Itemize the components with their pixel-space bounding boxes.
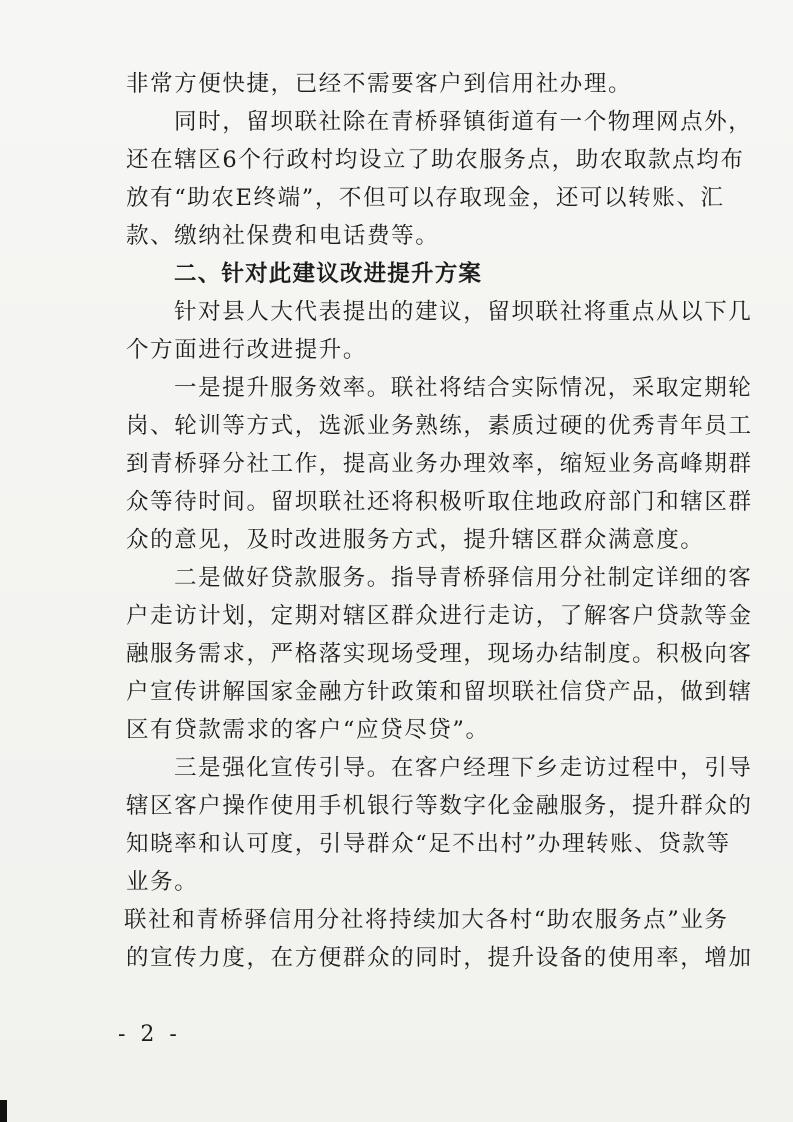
- body-text-line: 针对县人大代表提出的建议，留坝联社将重点从以下几: [174, 299, 753, 325]
- body-text-line: 融服务需求，严格落实现场受理，现场办结制度。积极向客: [126, 641, 753, 667]
- body-text-line: 三是强化宣传引导。在客户经理下乡走访过程中，引导: [174, 755, 753, 781]
- scan-edge-mark: [0, 1100, 7, 1122]
- body-text-line: 户走访计划，定期对辖区群众进行走访，了解客户贷款等金: [126, 603, 753, 629]
- body-text-line: 个方面进行改进提升。: [126, 337, 368, 363]
- body-text-line: 放有“助农E终端”，不但可以存取现金，还可以转账、汇: [126, 185, 725, 211]
- body-text-line: 众的意见，及时改进服务方式，提升辖区群众满意度。: [126, 527, 705, 553]
- page-number: - 2 -: [118, 1022, 181, 1047]
- body-text-line: 的宣传力度，在方便群众的同时，提升设备的使用率，增加: [126, 945, 753, 971]
- body-text-line: 知晓率和认可度，引导群众“足不出村”办理转账、贷款等: [126, 831, 731, 857]
- body-text-line: 款、缴纳社保费和电话费等。: [126, 223, 440, 249]
- body-text-line: 非常方便快捷，已经不需要客户到信用社办理。: [126, 71, 633, 97]
- body-text-line: 业务。: [126, 869, 199, 895]
- section-heading: 二、针对此建议改进提升方案: [174, 261, 483, 287]
- body-text-line: 还在辖区6个行政村均设立了助农服务点，助农取款点均布: [126, 147, 745, 173]
- body-text-line: 辖区客户操作使用手机银行等数字化金融服务，提升群众的: [126, 793, 753, 819]
- body-text-line: 二是做好贷款服务。指导青桥驿信用分社制定详细的客: [174, 565, 753, 591]
- body-text-line: 联社和青桥驿信用分社将持续加大各村“助农服务点”业务: [124, 907, 729, 933]
- body-text-line: 一是提升服务效率。联社将结合实际情况，采取定期轮: [174, 375, 753, 401]
- body-text-line: 众等待时间。留坝联社还将积极听取住地政府部门和辖区群: [126, 489, 753, 515]
- body-text-line: 到青桥驿分社工作，提高业务办理效率，缩短业务高峰期群: [126, 451, 753, 477]
- body-text-line: 同时，留坝联社除在青桥驿镇街道有一个物理网点外，: [174, 109, 753, 135]
- body-text-line: 区有贷款需求的客户“应贷尽贷”。: [126, 717, 490, 743]
- body-text-line: 岗、轮训等方式，选派业务熟练，素质过硬的优秀青年员工: [126, 413, 753, 439]
- body-text-line: 户宣传讲解国家金融方针政策和留坝联社信贷产品，做到辖: [126, 679, 753, 705]
